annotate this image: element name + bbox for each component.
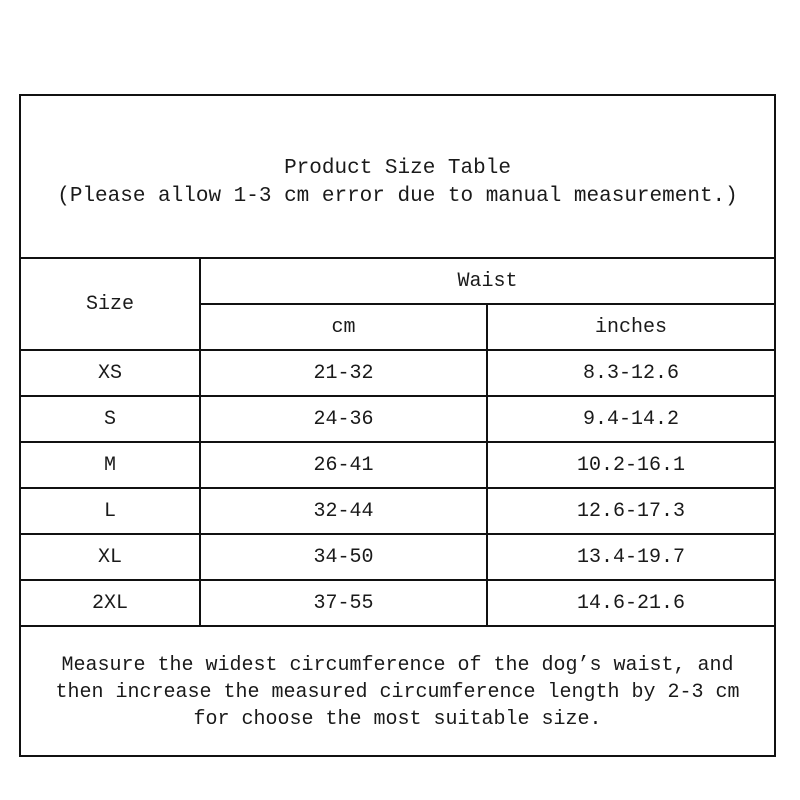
table-cell-inches: 8.3-12.6 (582, 361, 679, 385)
table-cell-size: S (103, 407, 116, 431)
table-cell-inches: 9.4-14.2 (582, 407, 679, 431)
table-cell-inches: 14.6-21.6 (576, 591, 686, 615)
table-title-block (21, 96, 774, 259)
table-cell-size: 2XL (91, 591, 128, 615)
table-title: Product Size Table (284, 156, 511, 180)
header-waist: Waist (457, 269, 518, 293)
table-cell-cm: 26-41 (313, 453, 374, 477)
table-cell-inches: 12.6-17.3 (576, 499, 686, 523)
header-cm: cm (331, 315, 356, 339)
size-table-frame (19, 94, 776, 757)
table-cell-size: XL (97, 545, 122, 569)
table-cell-cm: 34-50 (313, 545, 374, 569)
measurement-note (21, 627, 774, 757)
table-cell-cm: 37-55 (313, 591, 374, 615)
header-inches: inches (594, 315, 667, 339)
table-subtitle: (Please allow 1-3 cm error due to manual measurement.) (57, 184, 738, 208)
note-line: Measure the widest circumference of the dog’s waist, and (61, 653, 734, 677)
table-cell-cm: 32-44 (313, 499, 374, 523)
table-cell-size: L (103, 499, 116, 523)
table-cell-size: XS (97, 361, 122, 385)
table-cell-inches: 10.2-16.1 (576, 453, 686, 477)
table-cell-inches: 13.4-19.7 (576, 545, 686, 569)
table-cell-cm: 24-36 (313, 407, 374, 431)
note-line: for choose the most suitable size. (193, 707, 602, 731)
header-size: Size (85, 292, 134, 316)
note-line: then increase the measured circumference length by 2-3 cm (55, 680, 740, 704)
table-cell-cm: 21-32 (313, 361, 374, 385)
table-cell-size: M (103, 453, 116, 477)
